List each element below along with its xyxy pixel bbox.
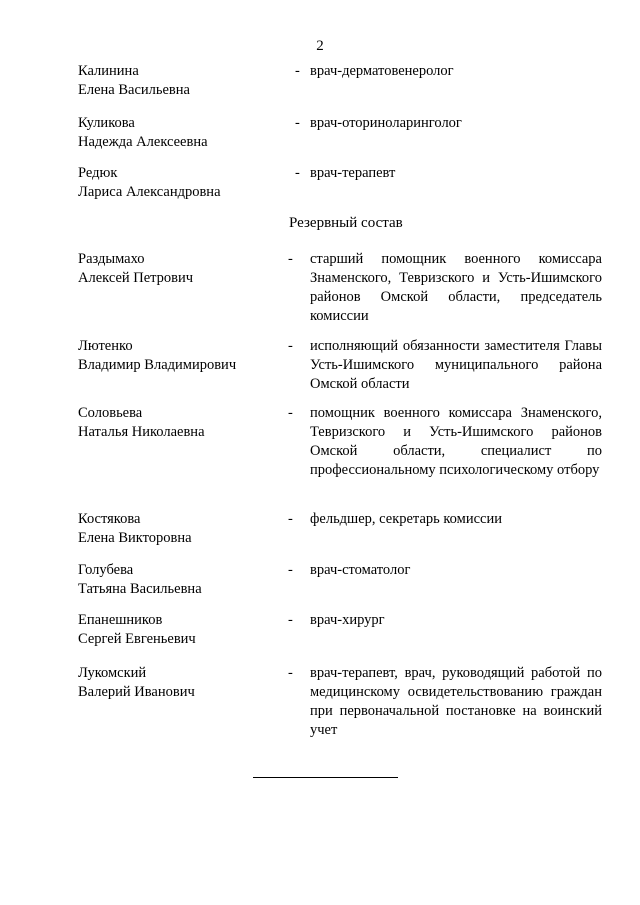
member-surname: Лукомский (78, 665, 147, 681)
member-surname: Костякова (78, 511, 141, 527)
member-name (78, 611, 278, 649)
member-given-names: Владимир Владимирович (78, 357, 237, 373)
member-surname: Лютенко (78, 338, 133, 354)
closing-rule-line (253, 777, 398, 778)
page-number: 2 (316, 38, 324, 54)
member-name (78, 510, 278, 548)
member-name (78, 337, 278, 375)
entry-dash: - (295, 115, 300, 131)
member-role: врач-стоматолог (310, 562, 411, 578)
reserve-composition-heading: Резервный состав (289, 215, 403, 231)
member-given-names: Надежда Алексеевна (78, 134, 208, 150)
member-surname: Голубева (78, 562, 134, 578)
member-role: исполняющий обязанности заместителя Главы Усть-Ишимского муниципального района Омской области (310, 338, 602, 392)
entry-dash: - (295, 165, 300, 181)
entry-dash: - (288, 612, 293, 628)
member-role: помощник военного комиссара Знаменского, Тевризского и Усть-Ишимского районов Омской области, специалист по профессиональному психологическому отбору (310, 405, 602, 478)
member-role: врач-оториноларинголог (310, 115, 462, 131)
member-given-names: Валерий Иванович (78, 684, 195, 700)
member-surname: Епанешников (78, 612, 163, 628)
member-name (78, 62, 278, 100)
member-given-names: Татьяна Васильевна (78, 581, 202, 597)
member-role: врач-хирург (310, 612, 385, 628)
member-given-names: Алексей Петрович (78, 270, 194, 286)
member-role: врач-дерматовенеролог (310, 63, 454, 79)
member-name (78, 664, 278, 702)
member-role: врач-терапевт (310, 165, 396, 181)
entry-dash: - (295, 63, 300, 79)
member-surname: Куликова (78, 115, 135, 131)
member-name (78, 164, 278, 202)
member-surname: Соловьева (78, 405, 143, 421)
entry-dash: - (288, 562, 293, 578)
member-name (78, 114, 278, 152)
member-role: фельдшер, секретарь комиссии (310, 511, 502, 527)
member-given-names: Елена Васильевна (78, 82, 190, 98)
member-name (78, 250, 278, 288)
member-given-names: Лариса Александровна (78, 184, 221, 200)
member-role: старший помощник военного комиссара Знаменского, Тевризского и Усть-Ишимского районов Омской области, председатель комиссии (310, 251, 602, 324)
member-role: врач-терапевт, врач, руководящий работой по медицинскому освидетельствованию граждан при первоначальной постановке на воинский учет (310, 665, 602, 738)
member-surname: Редюк (78, 165, 118, 181)
member-name (78, 561, 278, 599)
entry-dash: - (288, 251, 293, 267)
member-surname: Раздымахо (78, 251, 145, 267)
entry-dash: - (288, 665, 293, 681)
entry-dash: - (288, 405, 293, 421)
member-given-names: Елена Викторовна (78, 530, 192, 546)
member-given-names: Наталья Николаевна (78, 424, 205, 440)
member-surname: Калинина (78, 63, 139, 79)
entry-dash: - (288, 511, 293, 527)
member-name (78, 404, 278, 442)
member-given-names: Сергей Евгеньевич (78, 631, 196, 647)
entry-dash: - (288, 338, 293, 354)
